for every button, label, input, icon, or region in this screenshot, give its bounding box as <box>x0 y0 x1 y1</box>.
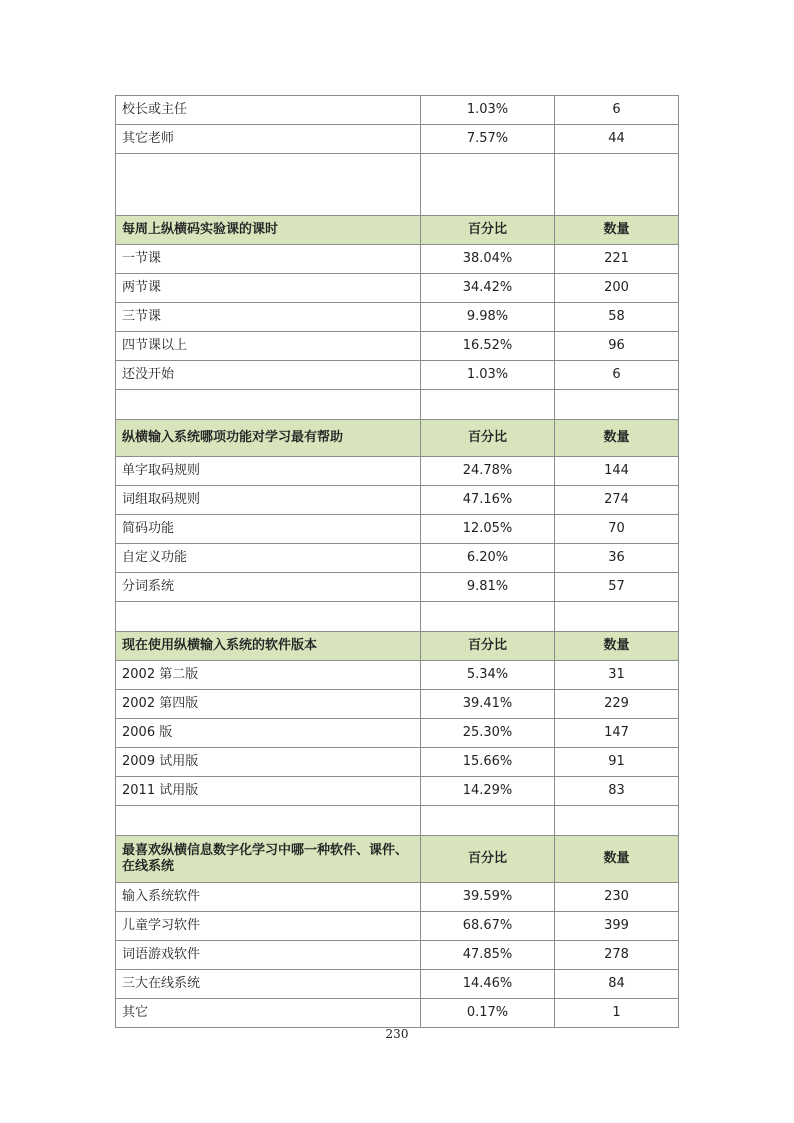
row-count: 6 <box>555 96 679 125</box>
spacer-row <box>116 806 679 836</box>
table-row <box>116 999 679 1028</box>
row-count: 83 <box>555 777 679 806</box>
row-label: 三节课 <box>116 303 421 332</box>
row-count: 84 <box>555 970 679 999</box>
row-percent: 9.81% <box>421 573 555 602</box>
section-header-software-version <box>116 632 679 661</box>
row-label: 还没开始 <box>116 361 421 390</box>
row-percent: 6.20% <box>421 544 555 573</box>
table-row <box>116 573 679 602</box>
row-count: 70 <box>555 515 679 544</box>
row-percent: 39.59% <box>421 883 555 912</box>
table-row <box>116 777 679 806</box>
section-title: 最喜欢纵横信息数字化学习中哪一种软件、课件、在线系统 <box>116 836 421 883</box>
row-count: 278 <box>555 941 679 970</box>
row-percent: 47.16% <box>421 486 555 515</box>
row-count: 6 <box>555 361 679 390</box>
row-count: 221 <box>555 245 679 274</box>
table-row <box>116 748 679 777</box>
row-label: 其它老师 <box>116 125 421 154</box>
page-number: 230 <box>385 1027 409 1041</box>
table-row <box>116 912 679 941</box>
row-label: 2002 第二版 <box>116 661 421 690</box>
row-label: 词语游戏软件 <box>116 941 421 970</box>
table-row <box>116 544 679 573</box>
count-column-header: 数量 <box>555 420 679 457</box>
row-label: 校长或主任 <box>116 96 421 125</box>
table-row <box>116 332 679 361</box>
row-percent: 68.67% <box>421 912 555 941</box>
section-header-helpful-function <box>116 420 679 457</box>
table-row <box>116 361 679 390</box>
table-row <box>116 941 679 970</box>
row-percent: 38.04% <box>421 245 555 274</box>
row-label: 简码功能 <box>116 515 421 544</box>
section-title: 每周上纵横码实验课的课时 <box>116 216 421 245</box>
row-label: 四节课以上 <box>116 332 421 361</box>
row-count: 44 <box>555 125 679 154</box>
table-row <box>116 125 679 154</box>
row-label: 儿童学习软件 <box>116 912 421 941</box>
row-label: 2009 试用版 <box>116 748 421 777</box>
row-count: 229 <box>555 690 679 719</box>
row-percent: 25.30% <box>421 719 555 748</box>
row-count: 274 <box>555 486 679 515</box>
table-row <box>116 719 679 748</box>
percent-column-header: 百分比 <box>421 836 555 883</box>
survey-results-table <box>115 95 679 1028</box>
row-count: 1 <box>555 999 679 1028</box>
spacer-row <box>116 154 679 216</box>
row-percent: 47.85% <box>421 941 555 970</box>
row-count: 144 <box>555 457 679 486</box>
row-count: 147 <box>555 719 679 748</box>
table-row <box>116 690 679 719</box>
row-label: 2011 试用版 <box>116 777 421 806</box>
row-count: 57 <box>555 573 679 602</box>
row-percent: 0.17% <box>421 999 555 1028</box>
row-label: 两节课 <box>116 274 421 303</box>
row-label: 单字取码规则 <box>116 457 421 486</box>
table-row <box>116 457 679 486</box>
row-percent: 1.03% <box>421 361 555 390</box>
row-count: 36 <box>555 544 679 573</box>
row-label: 分词系统 <box>116 573 421 602</box>
row-label: 2006 版 <box>116 719 421 748</box>
percent-column-header: 百分比 <box>421 632 555 661</box>
row-percent: 14.29% <box>421 777 555 806</box>
section-title: 纵横输入系统哪项功能对学习最有帮助 <box>116 420 421 457</box>
row-count: 200 <box>555 274 679 303</box>
row-percent: 5.34% <box>421 661 555 690</box>
row-count: 230 <box>555 883 679 912</box>
count-column-header: 数量 <box>555 836 679 883</box>
table-row <box>116 883 679 912</box>
spacer-row <box>116 602 679 632</box>
row-percent: 39.41% <box>421 690 555 719</box>
row-percent: 1.03% <box>421 96 555 125</box>
count-column-header: 数量 <box>555 632 679 661</box>
row-label: 输入系统软件 <box>116 883 421 912</box>
row-percent: 34.42% <box>421 274 555 303</box>
percent-column-header: 百分比 <box>421 420 555 457</box>
table-row <box>116 96 679 125</box>
row-label: 自定义功能 <box>116 544 421 573</box>
row-percent: 16.52% <box>421 332 555 361</box>
table-row <box>116 486 679 515</box>
row-percent: 24.78% <box>421 457 555 486</box>
row-label: 其它 <box>116 999 421 1028</box>
table-row <box>116 515 679 544</box>
row-label: 三大在线系统 <box>116 970 421 999</box>
table-row <box>116 303 679 332</box>
section-header-weekly-hours <box>116 216 679 245</box>
table-row <box>116 274 679 303</box>
row-count: 96 <box>555 332 679 361</box>
percent-column-header: 百分比 <box>421 216 555 245</box>
table-row <box>116 245 679 274</box>
row-count: 91 <box>555 748 679 777</box>
row-count: 399 <box>555 912 679 941</box>
section-header-favorite-software <box>116 836 679 883</box>
row-percent: 9.98% <box>421 303 555 332</box>
section-title: 现在使用纵横输入系统的软件版本 <box>116 632 421 661</box>
row-count: 31 <box>555 661 679 690</box>
row-count: 58 <box>555 303 679 332</box>
row-label: 一节课 <box>116 245 421 274</box>
row-percent: 12.05% <box>421 515 555 544</box>
row-label: 2002 第四版 <box>116 690 421 719</box>
table-row <box>116 970 679 999</box>
row-percent: 7.57% <box>421 125 555 154</box>
row-label: 词组取码规则 <box>116 486 421 515</box>
table-row <box>116 661 679 690</box>
row-percent: 15.66% <box>421 748 555 777</box>
count-column-header: 数量 <box>555 216 679 245</box>
spacer-row <box>116 390 679 420</box>
row-percent: 14.46% <box>421 970 555 999</box>
